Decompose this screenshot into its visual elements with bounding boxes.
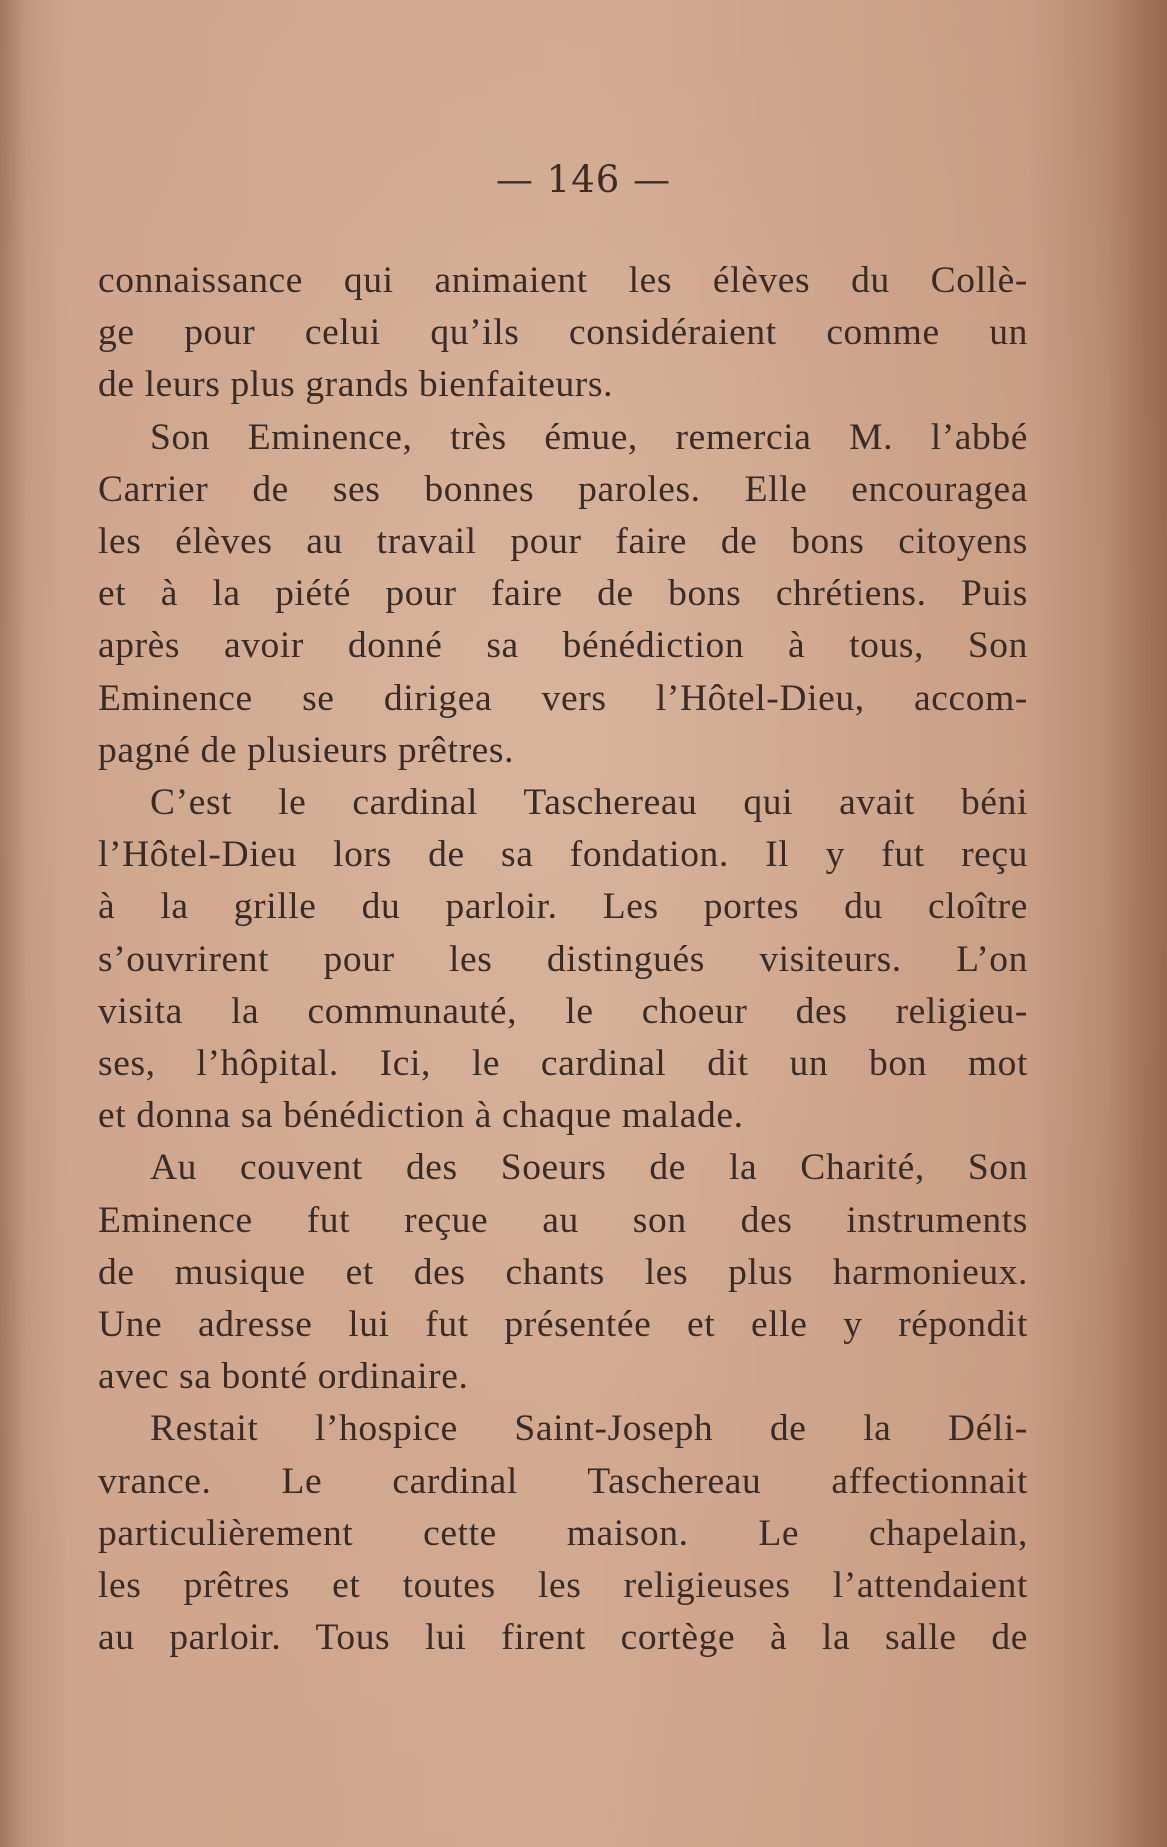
text-line: les prêtres et toutes les religieuses l’attendaient xyxy=(98,1565,1028,1607)
text-line: de leurs plus grands bienfaiteurs. xyxy=(98,364,614,406)
text-line: Son Eminence, très émue, remercia M. l’abbé xyxy=(150,416,1028,458)
text-line: C’est le cardinal Taschereau qui avait béni xyxy=(150,782,1028,824)
text-line: Restait l’hospice Saint-Joseph de la Déli- xyxy=(150,1408,1028,1450)
page-left-shadow xyxy=(0,0,26,1847)
text-line: pagné de plusieurs prêtres. xyxy=(98,729,515,771)
text-line: ses, l’hôpital. Ici, le cardinal dit un bon mot xyxy=(98,1043,1028,1085)
text-line: Une adresse lui fut présentée et elle y répondit xyxy=(98,1304,1028,1346)
text-line: connaissance qui animaient les élèves du Collè- xyxy=(98,260,1028,301)
text-line: ge pour celui qu’ils considéraient comme un xyxy=(98,312,1028,354)
text-line: Carrier de ses bonnes paroles. Elle encouragea xyxy=(98,468,1028,510)
text-line: et à la piété pour faire de bons chrétiens. Puis xyxy=(98,573,1028,615)
text-line: et donna sa bénédiction à chaque malade. xyxy=(98,1095,744,1137)
text-line: Eminence se dirigea vers l’Hôtel-Dieu, accom- xyxy=(98,677,1028,719)
page-number: — 146 — xyxy=(495,158,672,201)
text-line: Eminence fut reçue au son des instruments xyxy=(98,1199,1028,1241)
body-text xyxy=(98,255,1028,1664)
text-line: s’ouvrirent pour les distingués visiteurs. L’on xyxy=(98,938,1028,980)
text-line: à la grille du parloir. Les portes du cloître xyxy=(98,886,1028,928)
text-line: visita la communauté, le choeur des religieu- xyxy=(98,990,1028,1032)
text-line: l’Hôtel-Dieu lors de sa fondation. Il y fut reçu xyxy=(98,834,1028,876)
page-right-shadow xyxy=(1107,0,1167,1847)
text-line: avec sa bonté ordinaire. xyxy=(98,1356,469,1398)
text-line: au parloir. Tous lui firent cortège à la salle de xyxy=(98,1617,1028,1659)
text-line: de musique et des chants les plus harmonieux. xyxy=(98,1251,1028,1293)
text-line: les élèves au travail pour faire de bons citoyens xyxy=(98,521,1028,563)
text-line: vrance. Le cardinal Taschereau affectionnait xyxy=(98,1460,1028,1502)
text-line: Au couvent des Soeurs de la Charité, Son xyxy=(150,1147,1028,1189)
text-line: après avoir donné sa bénédiction à tous, Son xyxy=(98,625,1028,667)
text-line: particulièrement cette maison. Le chapelain, xyxy=(98,1512,1028,1554)
